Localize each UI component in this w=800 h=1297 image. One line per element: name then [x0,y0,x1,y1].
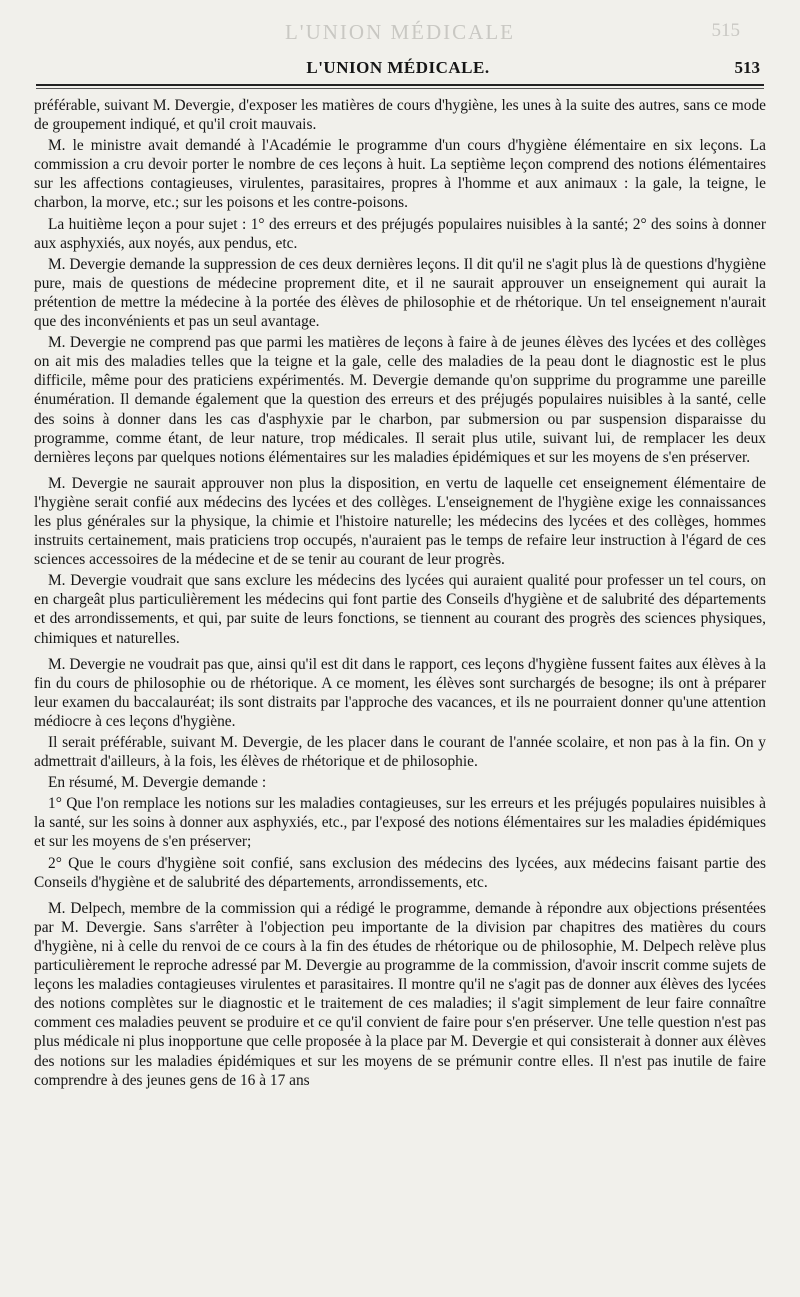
paragraph: M. Devergie voudrait que sans exclure les médecins des lycées qui auraient qualité pour professer un tel cours, on en chargeât plus particulièrement les médecins qui font partie des Conseils d'hygiène et de salubrité des départements et des arrondissements, et qui, par suite de leurs fonctions, se tiennent au courant des progrès des sciences physiques, chimiques et naturelles. [34,572,766,647]
article-body [34,96,766,1092]
paragraph: En résumé, M. Devergie demande : [48,774,267,792]
paragraph: M. Delpech, membre de la commission qui a rédigé le programme, demande à répondre aux objections présentées par M. Devergie. Sans s'arrêter à l'objection peu importante de la division par chapitres des matières du cours d'hygiène, ni à celle du renvoi de ce cours à la fin des études de rhétorique ou de philosophie, M. Delpech relève plus particulièrement le reproche adressé par M. Devergie au programme de la commission, d'avoir inscrit comme sujets de leçons les maladies contagieuses virulentes et parasitaires. Il montre qu'il ne s'agit pas de donner aux élèves des lycées des notions complètes sur le diagnostic et le traitement de ces maladies; il s'agit simplement de leur faire connaître comment ces maladies peuvent se produire et ce qu'il convient de faire pour s'en préserver. Une telle question n'est pas plus médicale ni plus inopportune que celle proposée à la place par M. Devergie et qui consisterait à donner aux élèves des notions sur les maladies épidémiques et sur les moyens de se prémunir contre elles. Il n'est pas inutile de faire comprendre à des jeunes gens de 16 à 17 ans [34,899,766,1089]
bleed-through-header: L'UNION MÉDICALE [284,20,515,44]
running-title: L'UNION MÉDICALE. [306,58,490,77]
header-rule [36,84,764,86]
bleed-through-page-number: 515 [711,20,740,41]
header-rule-thin [36,88,764,89]
paragraph: 2° Que le cours d'hygiène soit confié, sans exclusion des médecins des lycées, aux médecins faisant partie des Conseils d'hygiène et de salubrité des départements, arrondissements, etc. [34,854,766,891]
paragraph: 1° Que l'on remplace les notions sur les maladies contagieuses, sur les erreurs et les préjugés populaires nuisibles à la santé, sur les soins à donner aux asphyxiés, etc., par l'exposé des notions élémentaires sur les maladies épidémiques et sur les moyens de s'en préserver; [34,795,766,851]
paragraph: M. Devergie ne comprend pas que parmi les matières de leçons à faire à de jeunes élèves des lycées et des collèges on ait mis des maladies telles que la teigne et la gale, celle des maladies de la peau dont le diagnostic est le plus difficile, même pour des praticiens expérimentés. M. Devergie demande qu'on supprime du programme une pareille énumération. Il demande également que la question des erreurs et des préjugés populaires nuisibles à la santé, celle des soins à donner dans les cas d'asphyxie par le charbon, par submersion ou par suspension disparaisse du programme, comme étant, de leur nature, trop médicales. Il serait plus utile, suivant lui, de remplacer les deux dernières leçons par quelques notions élémentaires sur les maladies épidémiques et sur les moyens de s'en préserver. [34,334,766,466]
paragraph: M. Devergie ne saurait approuver non plus la disposition, en vertu de laquelle cet enseignement élémentaire de l'hygiène serait confié aux médecins des lycées et des collèges. L'enseignement de l'hygiène exige les connaissances les plus générales sur la physique, la chimie et l'histoire naturelle; les médecins des lycées et des collèges, hommes instruits certainement, mais praticiens trop occupés, n'auraient pas le temps de refaire leur instruction à l'égard de ces sciences accessoires de la médecine et de se tenir au courant de leur progrès. [34,474,766,569]
paragraph: M. le ministre avait demandé à l'Académie le programme d'un cours d'hygiène élémentaire en six leçons. La commission a cru devoir porter le nombre de ces leçons à huit. La septième leçon comprend des notions élémentaires sur les affections contagieuses, virulentes, parasitaires, propres à l'homme et aux animaux : la gale, la teigne, le charbon, la morve, etc.; sur les poisons et les contre-poisons. [34,137,766,212]
paragraph: M. Devergie ne voudrait pas que, ainsi qu'il est dit dans le rapport, ces leçons d'hygiène fussent faites aux élèves à la fin du cours de philosophie ou de rhétorique. A ce moment, les élèves sont surchargés de besogne; ils ont à préparer leur examen du baccalauréat; ils sont distraits par l'approche des vacances, et ils ne pourraient donner qu'une attention médiocre à ces leçons d'hygiène. [34,655,766,730]
paragraph: préférable, suivant M. Devergie, d'exposer les matières de cours d'hygiène, les unes à la suite des autres, sans ce mode de groupement indiqué, et qu'il croit mauvais. [34,97,766,134]
paragraph: Il serait préférable, suivant M. Devergie, de les placer dans le courant de l'année scolaire, et non pas à la fin. On y admettrait d'ailleurs, à la fois, les élèves de rhétorique et de philosophie. [34,734,766,771]
paragraph: La huitième leçon a pour sujet : 1° des erreurs et des préjugés populaires nuisibles à la santé; 2° des soins à donner aux asphyxiés, aux noyés, aux pendus, etc. [34,215,766,252]
paragraph: M. Devergie demande la suppression de ces deux dernières leçons. Il dit qu'il ne s'agit plus là de questions d'hygiène pure, mais de questions de médecine proprement dite, et il ne saurait approuver un enseignement qui aurait la prétention de mettre la médecine à la portée des élèves de philosophie et de rhétorique. Un tel enseignement n'aurait que des inconvénients et pas un seul avantage. [34,255,766,331]
page-number: 513 [734,58,760,77]
